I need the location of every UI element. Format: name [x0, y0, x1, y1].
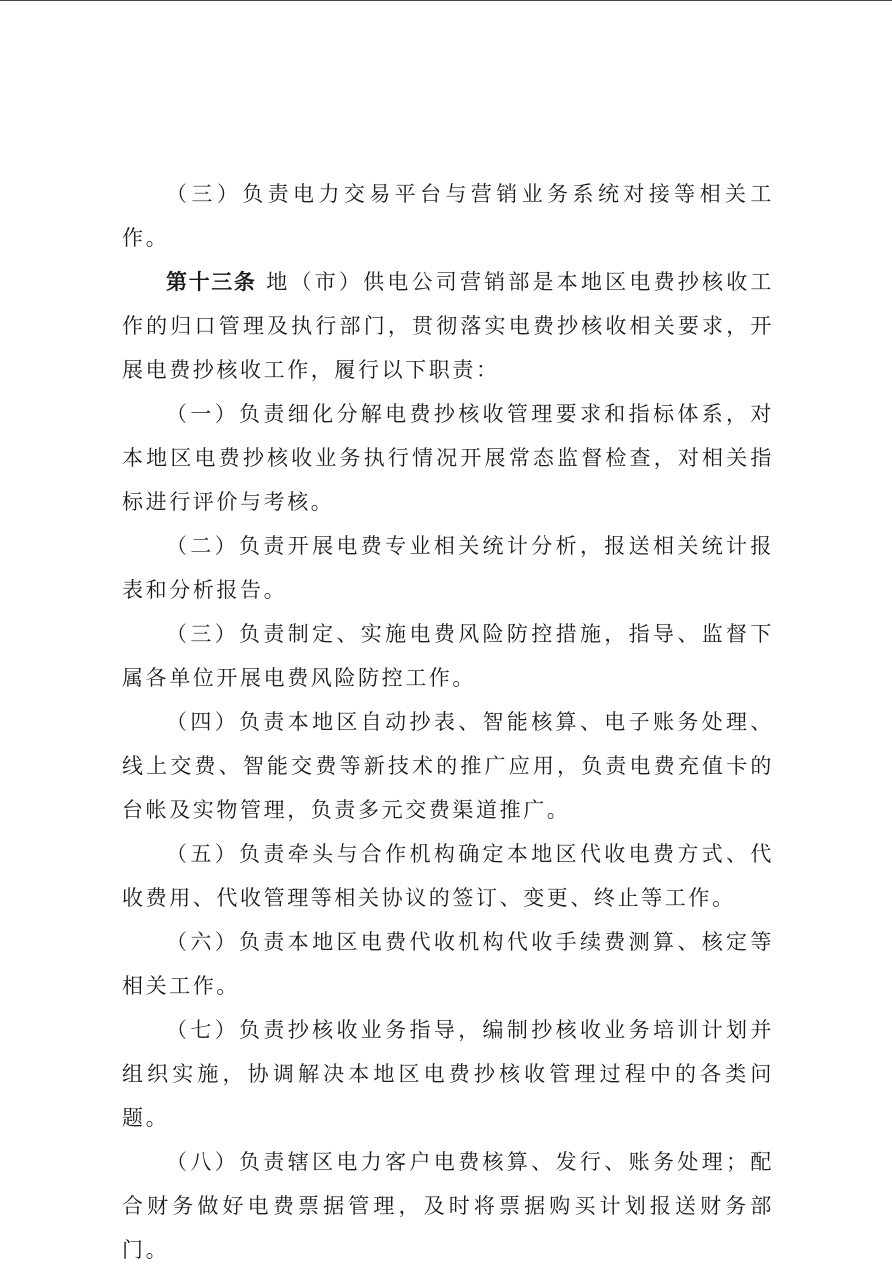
- document-body: [122, 172, 774, 1272]
- paragraph-text: （三）负责制定、实施电费风险防控措施，指导、监督下属各单位开展电费风险防控工作。: [122, 622, 774, 690]
- paragraph-text: （一）负责细化分解电费抄核收管理要求和指标体系，对本地区电费抄核收业务执行情况开展常态监督检查，对相关指标进行评价与考核。: [122, 402, 774, 514]
- article-13-paragraph: [122, 260, 774, 392]
- paragraph-text: （二）负责开展电费专业相关统计分析，报送相关统计报表和分析报告。: [122, 534, 774, 602]
- paragraph-text: （三）负责电力交易平台与营销业务系统对接等相关工作。: [122, 182, 774, 250]
- paragraph-item-3-interface: [122, 172, 774, 260]
- paragraph-item-5: [122, 832, 774, 920]
- paragraph-text: 地（市）供电公司营销部是本地区电费抄核收工作的归口管理及执行部门，贯彻落实电费抄核收相关要求，开展电费抄核收工作，履行以下职责：: [122, 270, 775, 382]
- article-heading: 第十三条: [166, 270, 257, 294]
- paragraph-item-2: [122, 524, 774, 612]
- page-top-border: [0, 0, 892, 1]
- paragraph-text: （七）负责抄核收业务指导，编制抄核收业务培训计划并组织实施，协调解决本地区电费抄核收管理过程中的各类问题。: [122, 1018, 774, 1130]
- paragraph-text: （四）负责本地区自动抄表、智能核算、电子账务处理、线上交费、智能交费等新技术的推广应用，负责电费充值卡的台帐及实物管理，负责多元交费渠道推广。: [122, 710, 774, 822]
- paragraph-item-6: [122, 920, 774, 1008]
- paragraph-item-3: [122, 612, 774, 700]
- paragraph-item-8: [122, 1140, 774, 1272]
- paragraph-text: （五）负责牵头与合作机构确定本地区代收电费方式、代收费用、代收管理等相关协议的签订、变更、终止等工作。: [122, 842, 774, 910]
- paragraph-item-7: [122, 1008, 774, 1140]
- paragraph-text: （六）负责本地区电费代收机构代收手续费测算、核定等相关工作。: [122, 930, 774, 998]
- paragraph-item-1: [122, 392, 774, 524]
- paragraph-text: （八）负责辖区电力客户电费核算、发行、账务处理；配合财务做好电费票据管理，及时将票据购买计划报送财务部门。: [122, 1150, 774, 1262]
- paragraph-item-4: [122, 700, 774, 832]
